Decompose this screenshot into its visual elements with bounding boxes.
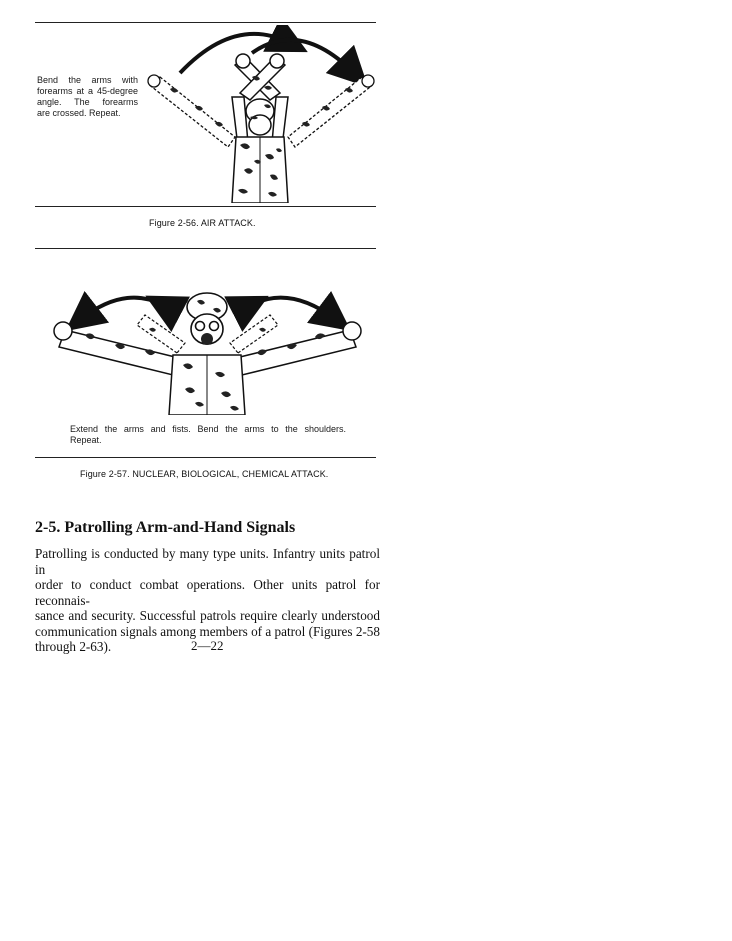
figure-2-56-caption: Figure 2-56. AIR ATTACK. (149, 218, 256, 228)
figure-2-57-top-rule (35, 248, 376, 249)
section-heading: 2-5. Patrolling Arm-and-Hand Signals (35, 519, 296, 536)
body-line: through 2-63). (35, 639, 112, 654)
figure-2-57-caption: Figure 2-57. NUCLEAR, BIOLOGICAL, CHEMICAL ATTACK. (80, 469, 329, 479)
body-line: communication signals among members of a patrol (Figures 2-58 (35, 623, 380, 639)
instruction-line: are crossed. Repeat. (37, 108, 121, 118)
nbc-attack-soldier-illustration (45, 285, 370, 415)
figure-2-56-top-rule (35, 22, 376, 23)
instruction-line: forearms at a 45-degree (37, 86, 138, 96)
body-line: Patrolling is conducted by many type units. Infantry units patrol in (35, 546, 380, 577)
body-line: order to conduct combat operations. Other units patrol for reconnais- (35, 577, 380, 608)
figure-2-57-bottom-rule (35, 457, 376, 458)
instruction-line: angle. The forearms (37, 97, 138, 107)
figure-2-56-instruction (37, 75, 138, 119)
body-line: sance and security. Successful patrols require clearly understood (35, 608, 380, 623)
page-number: 2—22 (191, 638, 224, 653)
figure-2-56-bottom-rule (35, 206, 376, 207)
instruction-line: Bend the arms with (37, 75, 138, 85)
air-attack-soldier-illustration (140, 25, 380, 203)
figure-2-57-instruction (70, 424, 346, 446)
instruction-line: Extend the arms and fists. Bend the arms to the shoulders. (70, 424, 346, 434)
instruction-line: Repeat. (70, 435, 102, 445)
